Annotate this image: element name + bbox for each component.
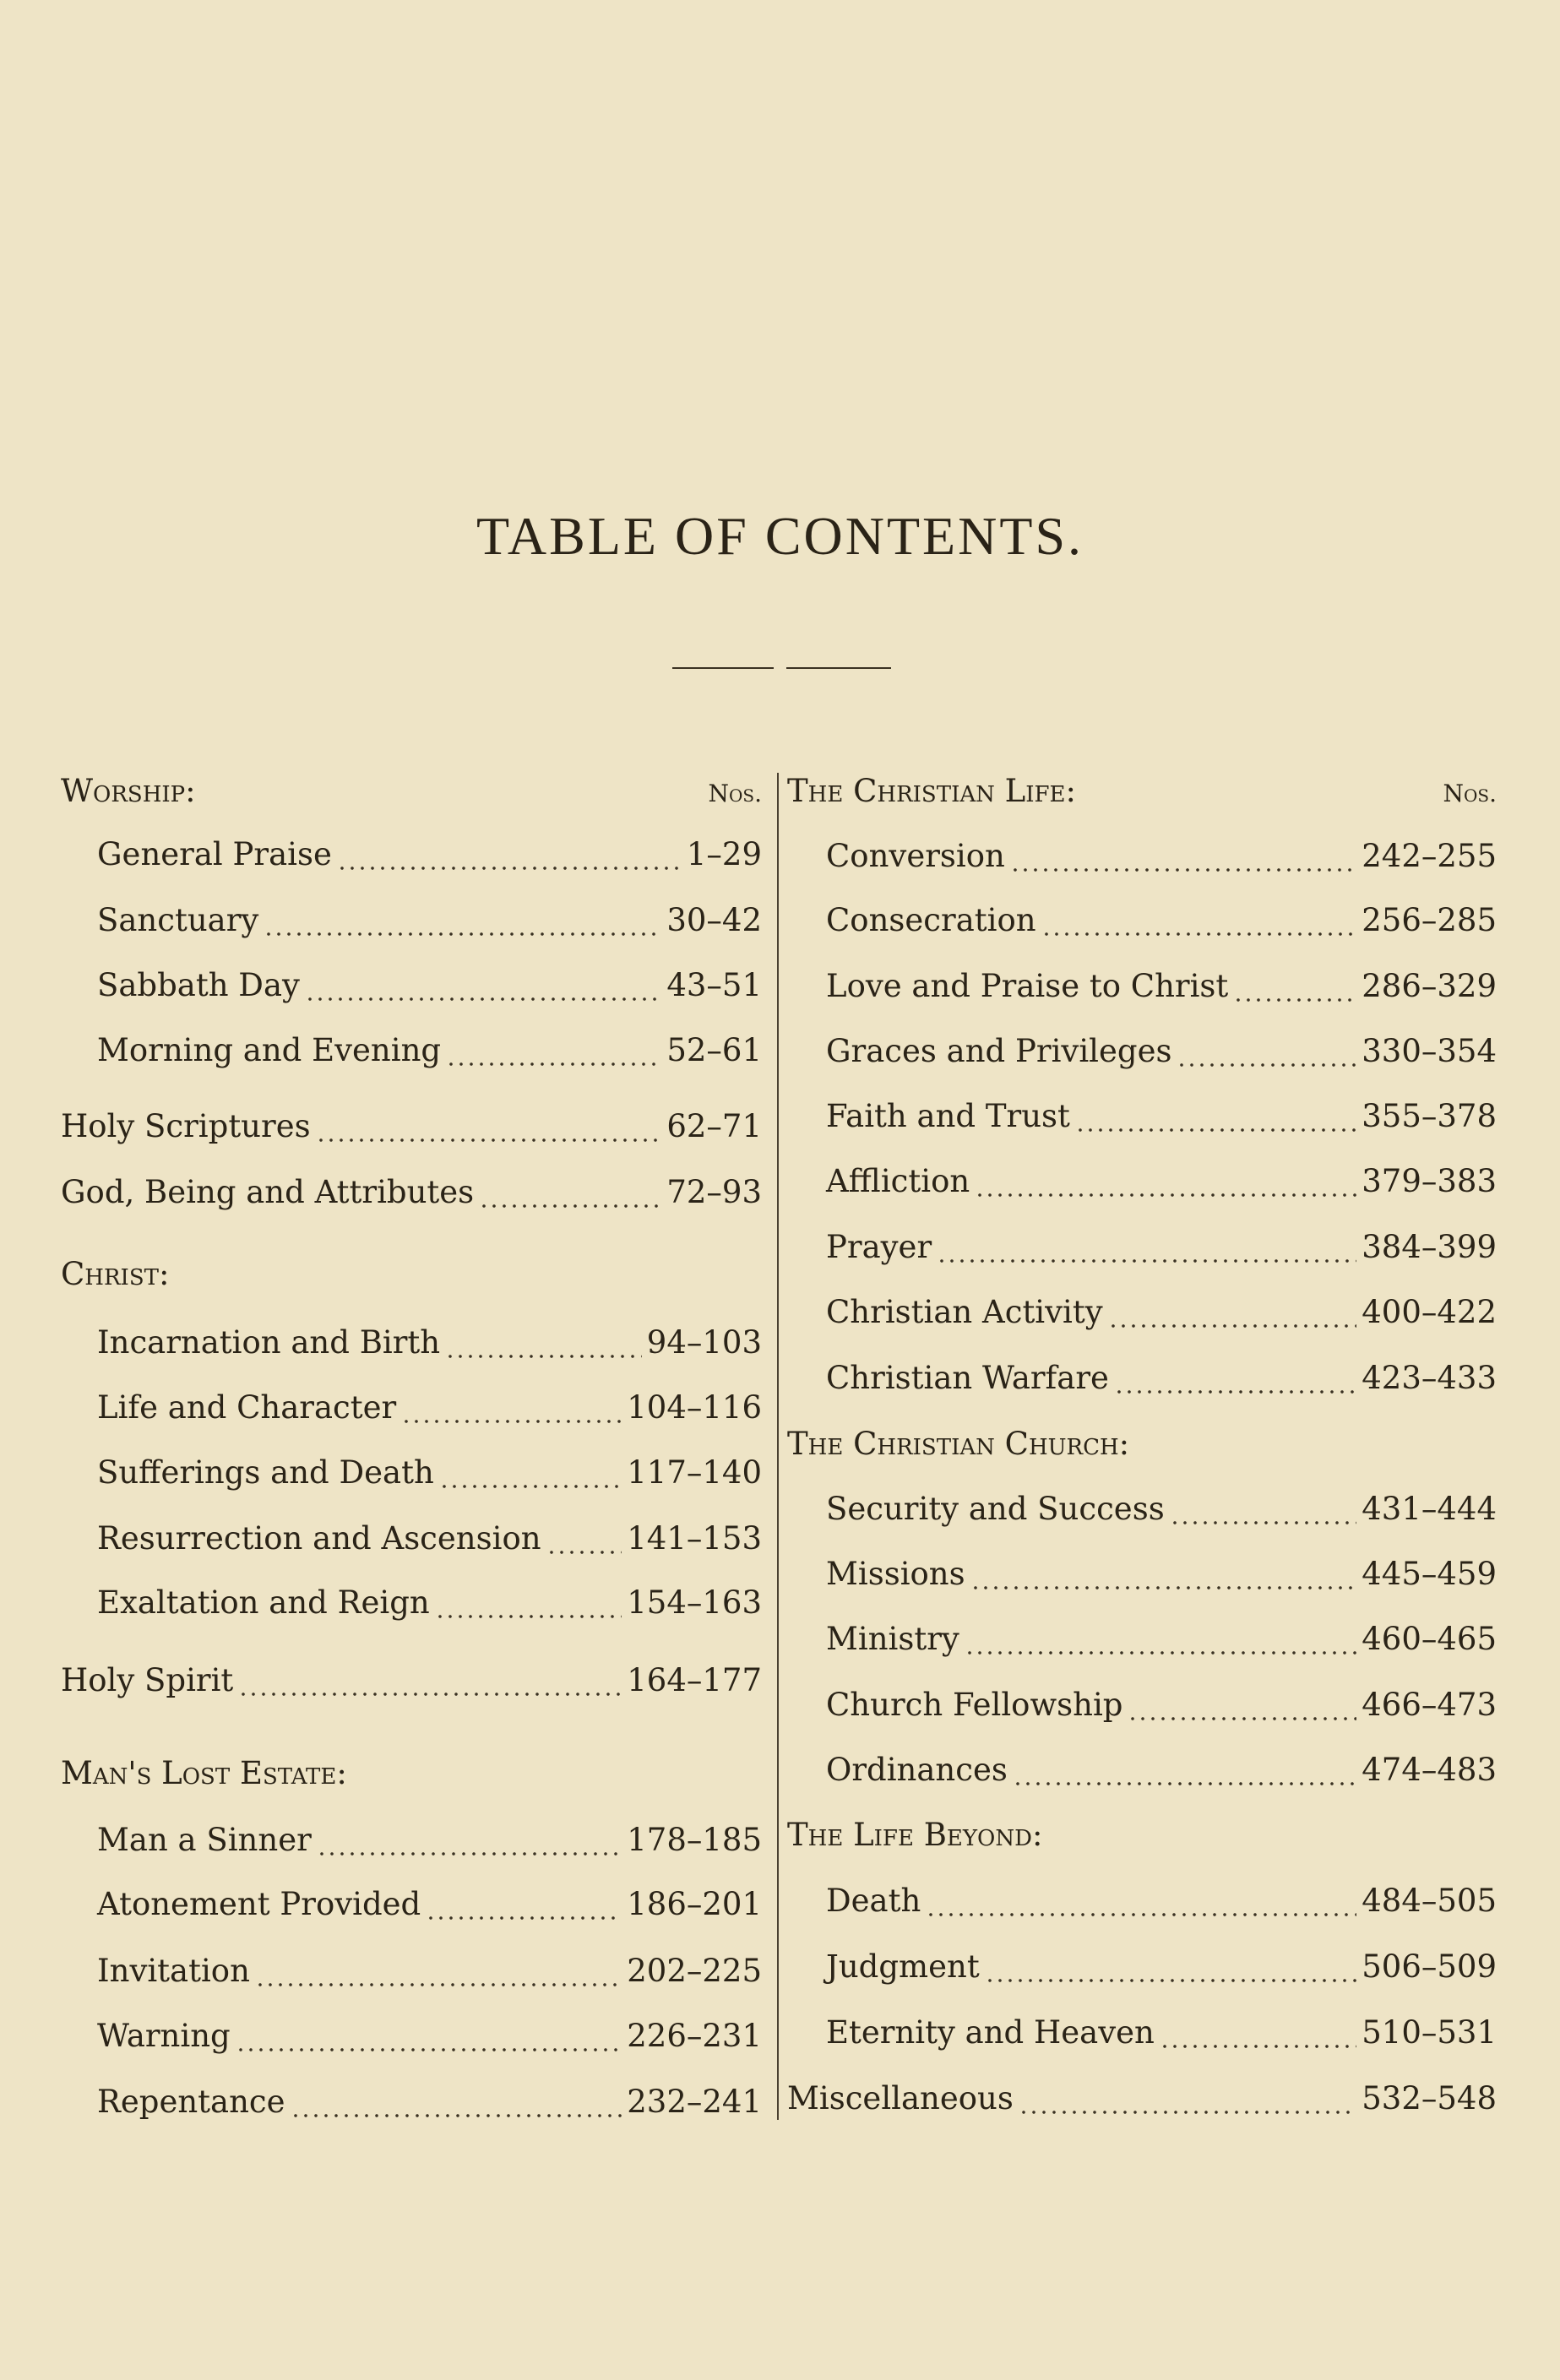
toc-entry <box>61 1108 762 1150</box>
entry-label: Christian Warfare <box>826 1360 1109 1396</box>
dot-leader <box>401 1420 622 1423</box>
entry-numbers: 30–42 <box>666 902 762 938</box>
dot-leader <box>337 867 682 870</box>
toc-entry <box>97 2084 762 2126</box>
toc-entry <box>826 1621 1497 1663</box>
entry-label: Man a Sinner <box>97 1822 312 1858</box>
entry-numbers: 186–201 <box>627 1886 762 1922</box>
toc-entry <box>97 1886 762 1928</box>
entry-numbers: 104–116 <box>627 1389 762 1426</box>
title-divider-left <box>672 667 774 669</box>
entry-numbers: 379–383 <box>1362 1163 1497 1199</box>
dot-leader <box>985 1979 1357 1982</box>
entry-label: General Praise <box>97 836 332 872</box>
entry-numbers: 226–231 <box>627 2018 762 2054</box>
dot-leader <box>1114 1390 1356 1394</box>
entry-numbers: 154–163 <box>627 1584 762 1621</box>
toc-section-heading <box>61 773 762 815</box>
dot-leader <box>445 1355 642 1358</box>
toc-entry <box>61 1662 762 1704</box>
title-divider-right <box>786 667 891 669</box>
entry-numbers: 474–483 <box>1362 1752 1497 1788</box>
dot-leader <box>305 997 661 1001</box>
toc-section-heading <box>787 773 1497 815</box>
entry-label: Morning and Evening <box>97 1032 442 1068</box>
entry-numbers: 256–285 <box>1362 902 1497 938</box>
toc-section-heading <box>61 1755 762 1797</box>
dot-leader <box>970 1586 1357 1589</box>
entry-label: Atonement Provided <box>97 1886 421 1922</box>
entry-label: Sufferings and Death <box>97 1454 434 1491</box>
entry-label: Man's Lost Estate: <box>61 1755 347 1791</box>
entry-label: Life and Character <box>97 1389 397 1426</box>
entry-label: Conversion <box>826 838 1005 874</box>
toc-entry <box>97 967 762 1009</box>
toc-entry <box>97 1822 762 1864</box>
entry-label: Exaltation and Reign <box>97 1584 430 1621</box>
entry-label: Death <box>826 1883 921 1919</box>
entry-label: Christian Activity <box>826 1294 1103 1330</box>
entry-numbers: 178–185 <box>627 1822 762 1858</box>
entry-label: Love and Praise to Christ <box>826 968 1229 1004</box>
entry-numbers: 286–329 <box>1362 968 1497 1004</box>
entry-numbers: 466–473 <box>1362 1687 1497 1723</box>
dot-leader <box>1013 1782 1356 1785</box>
entry-label: Miscellaneous <box>787 2080 1014 2116</box>
dot-leader <box>316 1138 662 1142</box>
entry-label: Invitation <box>97 1953 250 1989</box>
entry-numbers: 141–153 <box>627 1520 762 1557</box>
toc-entry <box>826 902 1497 944</box>
dot-leader <box>255 1983 622 1986</box>
entry-label: Ordinances <box>826 1752 1008 1788</box>
toc-entry <box>97 902 762 944</box>
entry-label: Missions <box>826 1556 965 1592</box>
dot-leader <box>439 1485 622 1488</box>
entry-numbers: 242–255 <box>1362 838 1497 874</box>
entry-numbers: 400–422 <box>1362 1294 1497 1330</box>
entry-numbers: 384–399 <box>1362 1229 1497 1265</box>
dot-leader <box>926 1913 1356 1916</box>
entry-label: Eternity and Heaven <box>826 2014 1155 2051</box>
toc-entry <box>61 1174 762 1216</box>
dot-leader <box>1108 1324 1357 1328</box>
toc-entry <box>826 1163 1497 1205</box>
dot-leader <box>1128 1717 1356 1720</box>
entry-numbers: 232–241 <box>627 2084 762 2120</box>
entry-numbers: 1–29 <box>686 836 762 872</box>
entry-label: Sanctuary <box>97 902 259 938</box>
toc-entry <box>826 1229 1497 1271</box>
dot-leader <box>1177 1063 1356 1067</box>
toc-entry <box>826 1883 1497 1925</box>
entry-label: Sabbath Day <box>97 967 300 1003</box>
entry-numbers: 62–71 <box>666 1108 762 1144</box>
toc-entry <box>826 1491 1497 1533</box>
entry-label: Affliction <box>826 1163 970 1199</box>
entry-label: Church Fellowship <box>826 1687 1123 1723</box>
entry-label: The Christian Life: <box>787 773 1076 809</box>
dot-leader <box>965 1651 1356 1655</box>
entry-numbers: 532–548 <box>1362 2080 1497 2116</box>
entry-numbers: 506–509 <box>1362 1948 1497 1985</box>
toc-entry <box>97 2018 762 2060</box>
dot-leader <box>446 1062 661 1066</box>
toc-entry <box>826 1294 1497 1336</box>
entry-label: Graces and Privileges <box>826 1033 1172 1069</box>
toc-entry <box>826 1033 1497 1075</box>
dot-leader <box>174 1286 757 1290</box>
toc-entry <box>826 2014 1497 2057</box>
entry-label: Christ: <box>61 1256 170 1292</box>
page-title: TABLE OF CONTENTS. <box>476 506 1084 566</box>
toc-entry <box>97 1953 762 1995</box>
entry-label: Holy Scriptures <box>61 1108 311 1144</box>
toc-entry <box>787 2080 1497 2122</box>
toc-entry <box>826 1098 1497 1140</box>
entry-label: Holy Spirit <box>61 1662 234 1698</box>
entry-numbers: 43–51 <box>666 967 762 1003</box>
toc-section-heading <box>61 1256 762 1298</box>
toc-entry <box>97 1324 762 1367</box>
toc-entry <box>97 1032 762 1074</box>
entry-label: The Christian Church: <box>787 1426 1130 1462</box>
dot-leader <box>1134 1456 1492 1459</box>
entry-numbers: 460–465 <box>1362 1621 1497 1657</box>
entry-numbers: 164–177 <box>627 1662 762 1698</box>
dot-leader <box>201 803 704 807</box>
toc-section-heading <box>787 1817 1497 1859</box>
entry-label: Warning <box>97 2018 231 2054</box>
entry-numbers: 510–531 <box>1362 2014 1497 2051</box>
dot-leader <box>435 1615 622 1618</box>
entry-label: The Life Beyond: <box>787 1817 1043 1853</box>
toc-entry <box>826 968 1497 1010</box>
entry-numbers: 431–444 <box>1362 1491 1497 1527</box>
entry-numbers: 117–140 <box>627 1454 762 1491</box>
entry-numbers: 330–354 <box>1362 1033 1497 1069</box>
dot-leader <box>546 1551 622 1554</box>
entry-label: Faith and Trust <box>826 1098 1070 1134</box>
entry-label: Worship: <box>61 773 196 809</box>
entry-label: Consecration <box>826 902 1036 938</box>
toc-entry <box>97 836 762 878</box>
toc-entry <box>826 1687 1497 1729</box>
toc-entry <box>97 1584 762 1627</box>
entry-label: Ministry <box>826 1621 959 1657</box>
dot-leader <box>291 2114 622 2117</box>
entry-label: God, Being and Attributes <box>61 1174 475 1210</box>
dot-leader <box>1047 1847 1492 1850</box>
entry-numbers: 484–505 <box>1362 1883 1497 1919</box>
toc-entry <box>826 1556 1497 1598</box>
entry-numbers: 445–459 <box>1362 1556 1497 1592</box>
dot-leader <box>1075 1128 1356 1132</box>
entry-numbers: Nos. <box>1443 780 1497 807</box>
entry-label: Repentance <box>97 2084 285 2120</box>
toc-entry <box>97 1454 762 1497</box>
entry-label: Resurrection and Ascension <box>97 1520 541 1557</box>
toc-entry <box>97 1520 762 1562</box>
entry-numbers: Nos. <box>708 780 762 807</box>
entry-label: Judgment <box>826 1948 980 1985</box>
dot-leader <box>1170 1521 1357 1524</box>
toc-section-heading <box>787 1426 1497 1468</box>
column-divider <box>777 773 779 2120</box>
toc-entry <box>826 1360 1497 1402</box>
toc-entry <box>826 838 1497 880</box>
entry-numbers: 94–103 <box>646 1324 762 1361</box>
entry-label: Security and Success <box>826 1491 1165 1527</box>
dot-leader <box>1019 2111 1356 2114</box>
entry-numbers: 52–61 <box>666 1032 762 1068</box>
dot-leader <box>317 1852 622 1856</box>
dot-leader <box>1081 803 1438 807</box>
dot-leader <box>238 1693 622 1696</box>
toc-entry <box>826 1948 1497 1991</box>
entry-label: Incarnation and Birth <box>97 1324 441 1361</box>
toc-entry <box>97 1389 762 1432</box>
dot-leader <box>236 2048 622 2051</box>
dot-leader <box>937 1259 1356 1263</box>
entry-label: Prayer <box>826 1229 932 1265</box>
entry-numbers: 355–378 <box>1362 1098 1497 1134</box>
dot-leader <box>1233 998 1356 1002</box>
entry-numbers: 72–93 <box>666 1174 762 1210</box>
dot-leader <box>975 1193 1356 1197</box>
entry-numbers: 423–433 <box>1362 1360 1497 1396</box>
dot-leader <box>1160 2045 1356 2048</box>
dot-leader <box>479 1204 661 1208</box>
entry-numbers: 202–225 <box>627 1953 762 1989</box>
dot-leader <box>1010 868 1356 872</box>
dot-leader <box>426 1916 622 1920</box>
toc-entry <box>826 1752 1497 1794</box>
dot-leader <box>1041 932 1357 936</box>
dot-leader <box>264 932 661 936</box>
dot-leader <box>352 1785 757 1789</box>
